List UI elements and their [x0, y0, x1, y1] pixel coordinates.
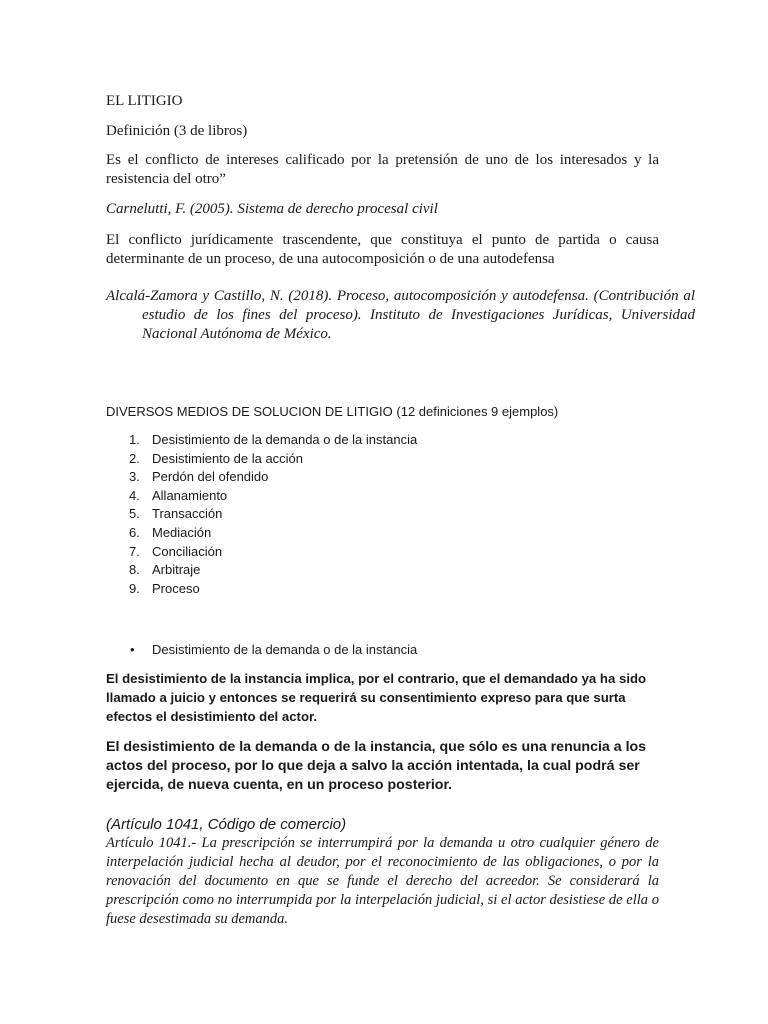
list-item: 3. Perdón del ofendido [129, 469, 269, 485]
citation-carnelutti: Carnelutti, F. (2005). Sistema de derecho procesal civil [106, 201, 438, 217]
means-list [106, 431, 417, 598]
list-item: 9. Proceso [129, 580, 200, 596]
bullet-item-label: Desistimiento de la demanda o de la instancia [152, 642, 418, 657]
document-title: EL LITIGIO [106, 93, 183, 109]
list-item: 6. Mediación [129, 524, 212, 540]
definition-heading: Definición (3 de libros) [106, 123, 248, 139]
means-heading: DIVERSOS MEDIOS DE SOLUCION DE LITIGIO (12 definiciones 9 ejemplos) [106, 404, 559, 419]
list-item: 2. Desistimiento de la acción [129, 450, 304, 466]
bullet-item [106, 640, 417, 659]
bold-paragraph-1: El desistimiento de la instancia implica, por el contrario, que el demandado ya ha sido llamado a juicio y entonces se requerirá su consentimiento expreso para que surta efectos el desistimiento del actor. [106, 671, 647, 724]
list-item: 1. Desistimiento de la demanda o de la instancia [129, 432, 418, 447]
list-item: 8. Arbitraje [129, 562, 201, 578]
article-text: Artículo 1041.- La prescripción se interrumpirá por la demanda u otro cualquier género de interpelación judicial hecha al deudor, por el reconocimiento de las obligaciones, o por la renovación del documento en que se funde el derecho del acreedor. Se considerará la prescripción como no interrumpida por la interpelación judicial, si el actor desistiese de ella o fuese desestimada su demanda. [106, 835, 659, 927]
list-item: 4. Allanamiento [129, 487, 228, 503]
article-heading: (Artículo 1041, Código de comercio) [106, 816, 347, 833]
list-item: 5. Transacción [129, 506, 223, 522]
citation-alcala-zamora: Alcalá-Zamora y Castillo, N. (2018). Proceso, autocomposición y autodefensa. (Contribución al estudio de los fines del proceso). Instituto de Investigaciones Jurídicas, Universidad Nacional Autónoma de México. [106, 288, 695, 342]
bullet-icon: • [130, 642, 135, 657]
definition-paragraph-1: Es el conflicto de intereses calificado por la pretensión de uno de los interesados y la resistencia del otro” [106, 152, 659, 187]
bold-paragraph-2: El desistimiento de la demanda o de la instancia, que sólo es una renuncia a los actos del proceso, por lo que deja a salvo la acción intentada, la cual podrá ser ejercida, de nueva cuenta, en un proceso posterior. [106, 739, 647, 793]
list-item: 7. Conciliación [129, 543, 223, 559]
definition-paragraph-2: El conflicto jurídicamente trascendente, que constituya el punto de partida o causa determinante de un proceso, de una autocomposición o de una autodefensa [106, 232, 659, 267]
